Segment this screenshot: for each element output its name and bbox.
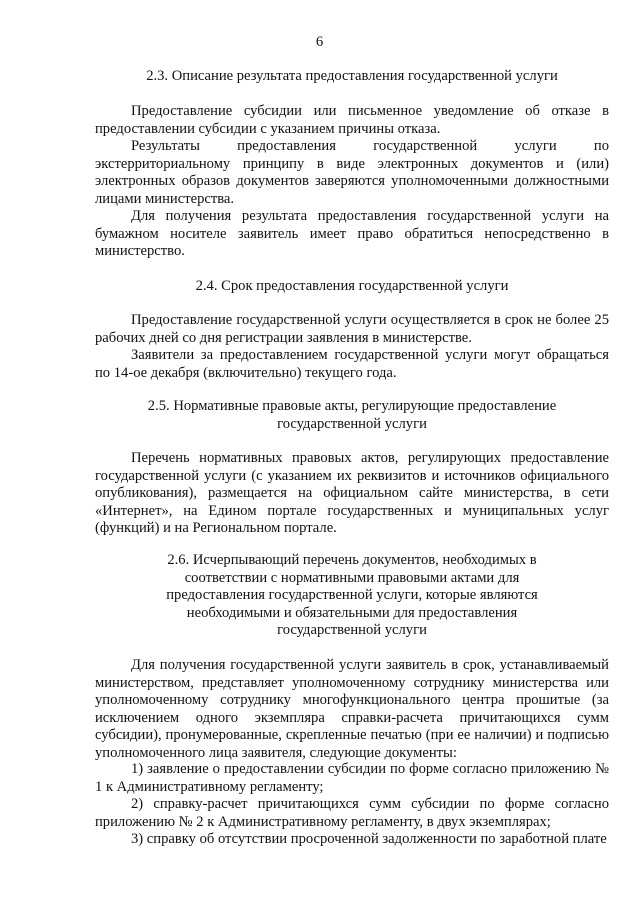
paragraph: Результаты предоставления государственной услуги по экстерриториальному принципу в виде электронных документов и (или) электронных образов документов заверяются уполномоченными должностными лицами министерства. — [95, 138, 609, 207]
list-item: 3) справку об отсутствии просроченной задолженности по заработной плате — [131, 831, 607, 847]
paragraph: Для получения результата предоставления государственной услуги на бумажном носителе заявитель имеет право обратиться непосредственно в министерство. — [95, 208, 609, 260]
section-heading-2-5: 2.5. Нормативные правовые акты, регулирующие предоставление государственной услуги — [147, 398, 557, 432]
section-heading-2-3: 2.3. Описание результата предоставления государственной услуги — [146, 68, 558, 84]
paragraph: Перечень нормативных правовых актов, регулирующих предоставление государственной услуги (с указанием их реквизитов и источников официального опубликования), размещается на официальном сайте министерства, в сети «Интернет», на Едином портале государственных и муниципальных услуг (функций) и на Региональном портале. — [95, 450, 609, 537]
section-heading-2-6: 2.6. Исчерпывающий перечень документов, необходимых в соответствии с нормативными правовыми актами для предоставления государственной услуги, которые являются необходимыми и обязательными для предоставления государственной услуги — [166, 552, 538, 639]
list-item: 1) заявление о предоставлении субсидии по форме согласно приложению № 1 к Административному регламенту; — [95, 761, 609, 795]
section-heading-2-4: 2.4. Срок предоставления государственной услуги — [195, 278, 509, 294]
paragraph: Заявители за предоставлением государственной услуги могут обращаться по 14-ое декабря (включительно) текущего года. — [95, 347, 609, 381]
page-number: 6 — [315, 34, 324, 50]
paragraph: Предоставление субсидии или письменное уведомление об отказе в предоставлении субсидии с указанием причины отказа. — [95, 103, 609, 137]
paragraph: Для получения государственной услуги заявитель в срок, устанавливаемый министерством, представляет уполномоченному сотруднику министерства или уполномоченному сотруднику многофункционального центра прошитые (за исключением одного экземпляра справки-расчета причитающихся сумм субсидии), пронумерованные, скрепленные печатью (при ее наличии) и подписью уполномоченного лица заявителя, следующие документы: — [95, 657, 609, 761]
list-item: 2) справку-расчет причитающихся сумм субсидии по форме согласно приложению № 2 к Административному регламенту, в двух экземплярах; — [95, 796, 609, 830]
paragraph: Предоставление государственной услуги осуществляется в срок не более 25 рабочих дней со дня регистрации заявления в министерстве. — [95, 312, 609, 346]
